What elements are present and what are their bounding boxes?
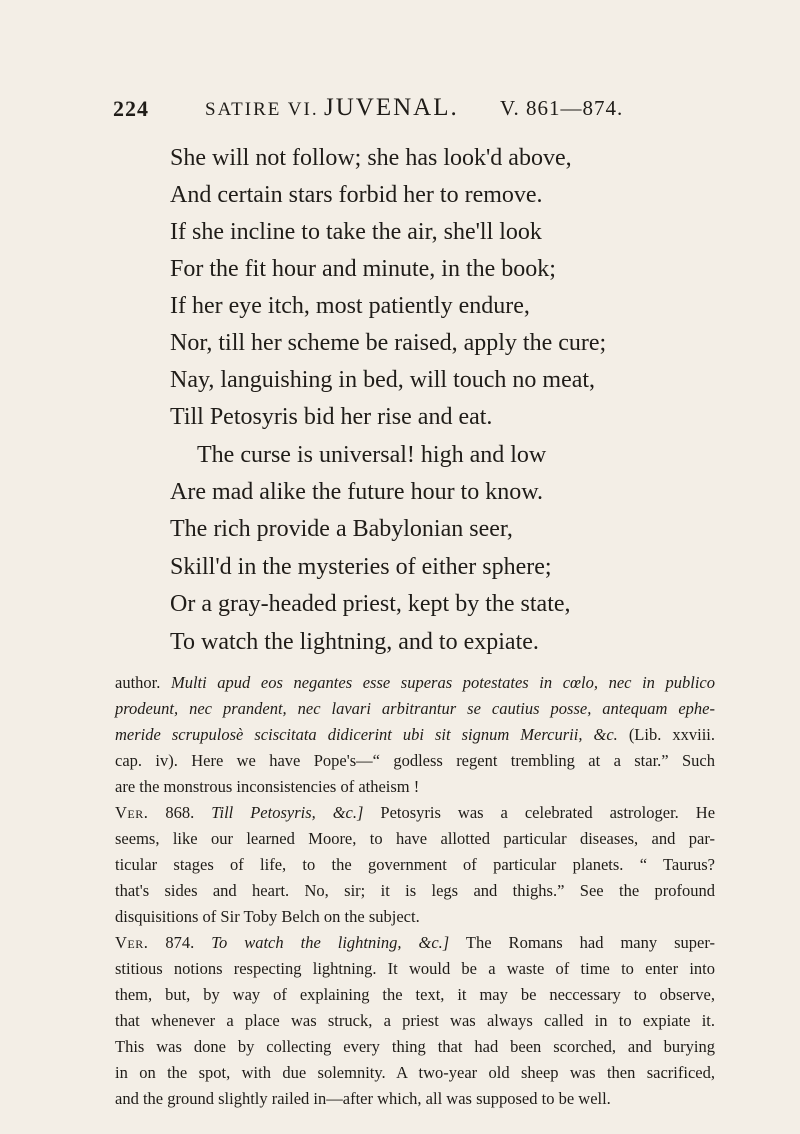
- verse-label: Ver.: [115, 933, 149, 952]
- note-text: The Romans had many super-: [465, 933, 716, 952]
- poem-line: If she incline to take the air, she'll look: [170, 219, 542, 245]
- note-line: prodeunt, nec prandent, nec lavari arbitrantur se cautius posse, antequam ephe-: [115, 699, 715, 718]
- note-latin: Multi apud eos negantes esse superas potestates in cœlo, nec in publico: [170, 673, 716, 692]
- note-line: are the monstrous inconsistencies of atheism !: [115, 777, 420, 796]
- verse-label: Ver.: [115, 803, 149, 822]
- running-header: [0, 96, 800, 126]
- poem-line: The rich provide a Babylonian seer,: [170, 516, 513, 542]
- note-line: stitious notions respecting lightning. It would be a waste of time to enter into: [115, 959, 715, 978]
- poem-line: Till Petosyris bid her rise and eat.: [170, 404, 493, 430]
- note-line: [115, 805, 715, 822]
- poem-line: If her eye itch, most patiently endure,: [170, 293, 530, 319]
- verse-number: 868.: [165, 803, 195, 822]
- note-line: them, but, by way of explaining the text, it may be neccessary to observe,: [115, 985, 715, 1004]
- note-line: seems, like our learned Moore, to have allotted particular diseases, and par-: [115, 829, 715, 848]
- verse-number: 874.: [165, 933, 195, 952]
- poem-line: For the fit hour and minute, in the book;: [170, 256, 556, 282]
- note-lemma: Till Petosyris, &c.]: [211, 803, 364, 822]
- poem-line: To watch the lightning, and to expiate.: [170, 629, 539, 655]
- poem-line: Are mad alike the future hour to know.: [170, 479, 543, 505]
- note-line: disquisitions of Sir Toby Belch on the subject.: [115, 907, 420, 926]
- satire-number: SATIRE VI.: [205, 99, 319, 120]
- author-name: JUVENAL.: [324, 94, 459, 121]
- note-line: ticular stages of life, to the government of particular planets. “ Taurus?: [115, 855, 715, 874]
- note-lemma: To watch the lightning, &c.]: [211, 933, 450, 952]
- note-line: [115, 935, 715, 952]
- note-line: in on the spot, with due solemnity. A two-year old sheep was then sacrificed,: [115, 1063, 715, 1082]
- verse-range: V. 861—874.: [500, 96, 624, 120]
- note-text: Petosyris was a celebrated astrologer. He: [380, 803, 716, 822]
- note-line: that's sides and heart. No, sir; it is legs and thighs.” See the profound: [115, 881, 715, 900]
- poem-line: Nor, till her scheme be raised, apply the cure;: [170, 330, 607, 356]
- poem-line: Nay, languishing in bed, will touch no meat,: [170, 367, 596, 393]
- poem-line: And certain stars forbid her to remove.: [170, 182, 543, 208]
- poem-line: She will not follow; she has look'd above,: [170, 145, 572, 171]
- note-line: that whenever a place was struck, a priest was always called in to expiate it.: [115, 1011, 715, 1030]
- poem-line: Or a gray-headed priest, kept by the state,: [170, 591, 571, 617]
- poem-line: Skill'd in the mysteries of either sphere;: [170, 554, 552, 580]
- page-number: 224: [113, 96, 149, 121]
- note-citation: (Lib. xxviii.: [628, 725, 715, 744]
- poem-line: The curse is universal! high and low: [197, 442, 547, 468]
- note-text: author.: [115, 673, 161, 692]
- note-line: This was done by collecting every thing that had been scorched, and burying: [115, 1037, 715, 1056]
- note-latin: meride scrupulosè sciscitata didicerint ubi sit signum Mercurii, &c.: [115, 725, 618, 744]
- note-line: [115, 675, 715, 692]
- note-line: and the ground slightly railed in—after which, all was supposed to be well.: [115, 1089, 611, 1108]
- note-line: [115, 727, 715, 744]
- note-line: cap. iv). Here we have Pope's—“ godless regent trembling at a star.” Such: [115, 751, 715, 770]
